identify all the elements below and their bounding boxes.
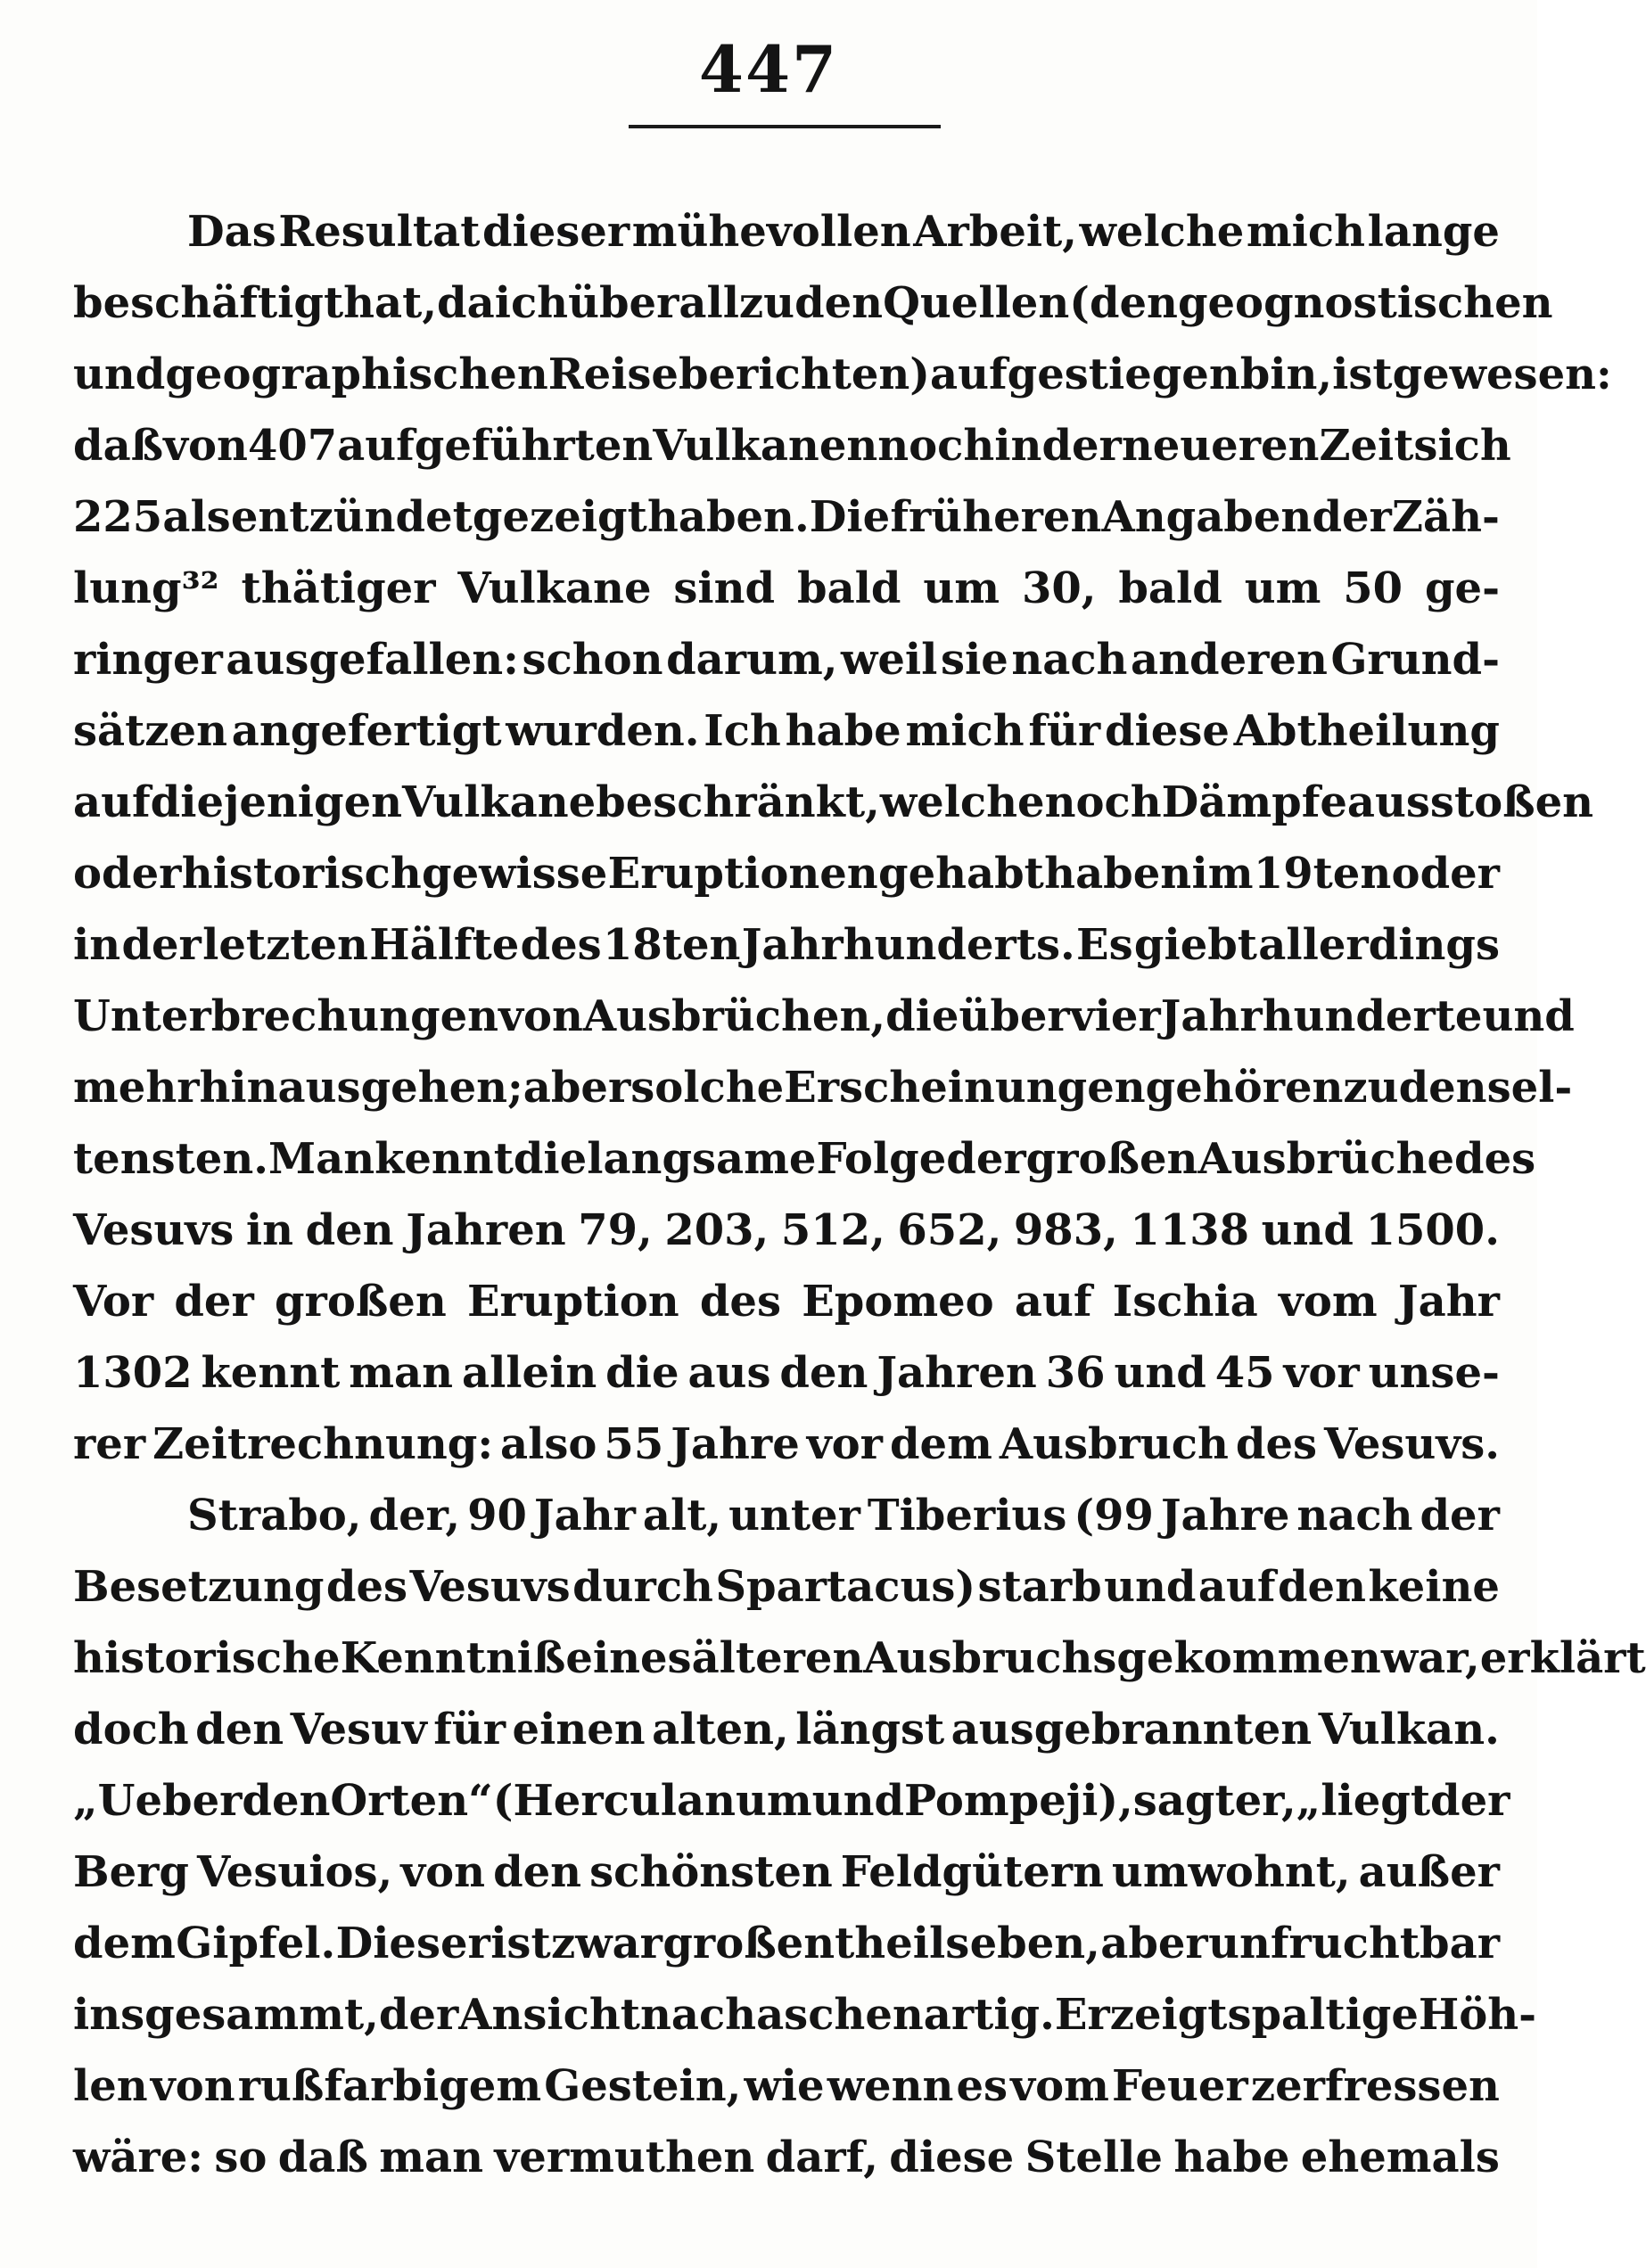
word: durch	[572, 1562, 713, 1612]
word: großen	[274, 1277, 447, 1327]
text-line	[73, 1694, 1500, 1765]
word: die	[605, 1348, 679, 1398]
word: ist	[490, 1919, 551, 1968]
word: 79,	[578, 1205, 653, 1255]
word: lange	[1367, 207, 1500, 257]
word: erklärt	[1479, 1633, 1646, 1683]
word: der	[946, 1134, 1026, 1184]
word: (den	[1069, 278, 1178, 328]
word: haben.	[646, 492, 810, 542]
word: geognostischen	[1177, 278, 1553, 328]
word: so	[214, 2132, 267, 2182]
word: ist	[1332, 349, 1393, 399]
word: überall	[568, 278, 739, 328]
word: Pompeji),	[904, 1776, 1133, 1826]
word: darum,	[666, 635, 838, 685]
word: 225	[73, 492, 163, 542]
word: im	[1191, 849, 1254, 899]
word: über	[959, 991, 1070, 1041]
word: kennt	[201, 1348, 341, 1398]
word: 30,	[1021, 563, 1097, 613]
word: mich	[905, 706, 1025, 756]
word: Hälfte	[369, 920, 520, 970]
text-line	[73, 695, 1500, 767]
word: beschäftigt	[73, 278, 344, 328]
word: allerdings	[1258, 920, 1500, 970]
word: zu	[738, 278, 795, 328]
text-line	[73, 267, 1553, 339]
text-line	[73, 1123, 1536, 1195]
word: nach	[1296, 1491, 1413, 1541]
word: Tiberius	[867, 1491, 1067, 1541]
word: darf,	[765, 2132, 878, 2182]
word: vom	[1010, 2061, 1109, 2111]
word: „liegt	[1296, 1776, 1431, 1826]
word: und	[1114, 1348, 1206, 1398]
word: den	[794, 278, 884, 328]
word: Eruption	[466, 1277, 679, 1327]
word: gewesen:	[1392, 349, 1612, 399]
word: der	[378, 1990, 459, 2040]
text-line	[73, 1480, 1500, 1551]
word: war,	[1380, 1633, 1480, 1683]
word: und	[811, 1776, 905, 1826]
word: gehabt	[878, 849, 1044, 899]
word: wenn	[827, 2061, 954, 2111]
word: die	[885, 991, 959, 1041]
word: von	[400, 1847, 486, 1897]
word: Ansicht	[458, 1990, 640, 2040]
word: es	[956, 2061, 1008, 2111]
word: zeigt	[1109, 1990, 1228, 2040]
word: Feldgütern	[840, 1847, 1104, 1897]
word: längst	[795, 1705, 945, 1754]
text-line	[73, 1266, 1500, 1337]
word: Abtheilung	[1233, 706, 1500, 756]
word: die	[513, 1134, 588, 1184]
word: schon	[522, 635, 663, 685]
word: 19ten	[1253, 849, 1392, 899]
word: Spartacus)	[715, 1562, 976, 1612]
word: gekommen	[1116, 1633, 1381, 1683]
word: zu	[1343, 1063, 1399, 1113]
word: unse-	[1368, 1348, 1500, 1398]
word: der	[1430, 1776, 1510, 1826]
text-line	[73, 2050, 1500, 2122]
text-line	[73, 553, 1500, 624]
word: Gestein,	[544, 2061, 742, 2111]
word: den	[779, 1348, 868, 1398]
word: der	[1420, 1491, 1500, 1541]
word: den	[305, 1205, 394, 1255]
word: Ausbruchs	[863, 1633, 1117, 1683]
word: Feuer	[1112, 2061, 1248, 2111]
word: den	[1277, 1562, 1366, 1612]
word: insgesammt,	[73, 1990, 379, 2040]
word: daß	[277, 2132, 368, 2182]
word: neueren	[1121, 421, 1320, 471]
word: der	[1041, 421, 1122, 471]
word: 18ten	[603, 920, 741, 970]
word: hinausgehen;	[199, 1063, 523, 1113]
word: um	[1244, 563, 1321, 613]
word: langsame	[587, 1134, 817, 1184]
word: unfruchtbar	[1208, 1919, 1500, 1968]
word: und	[73, 349, 166, 399]
word: habe	[785, 706, 901, 756]
word: Vulkane	[402, 777, 597, 827]
word: gezeigt	[472, 492, 647, 542]
word: gehören	[1145, 1063, 1344, 1113]
text-line	[73, 838, 1500, 909]
word: 36	[1045, 1348, 1106, 1398]
word: (99	[1074, 1491, 1154, 1541]
word: und	[1104, 1562, 1197, 1612]
word: dem	[889, 1419, 992, 1469]
word: Vulkanen	[653, 421, 878, 471]
word: Vesuv	[290, 1705, 427, 1754]
word: Vor	[73, 1277, 154, 1327]
word: Ausbrüche	[1197, 1134, 1455, 1184]
text-line	[73, 2122, 1500, 2193]
word: haben	[1044, 849, 1192, 899]
word: wäre:	[73, 2132, 203, 2182]
word: aber	[523, 1063, 631, 1113]
text-line	[73, 767, 1594, 838]
word: habe	[1173, 2132, 1290, 2182]
word: doch	[73, 1705, 189, 1754]
word: gewisse	[422, 849, 608, 899]
word: aus	[687, 1348, 771, 1398]
word: Zäh-	[1391, 492, 1500, 542]
word: geographischen	[165, 349, 548, 399]
word: ge-	[1424, 563, 1500, 613]
word: oder	[73, 849, 182, 899]
body-text	[73, 196, 1646, 2193]
text-line	[73, 981, 1575, 1052]
word: 652,	[897, 1205, 1002, 1255]
word: für	[433, 1705, 506, 1754]
word: von	[150, 2061, 235, 2111]
word: 512,	[780, 1205, 885, 1255]
word: diese	[889, 2132, 1015, 2182]
word: giebt	[1133, 920, 1257, 970]
word: dieser	[481, 207, 630, 257]
word: Strabo,	[187, 1491, 362, 1541]
word: Dämpfe	[1161, 777, 1347, 827]
word: entzündet	[230, 492, 473, 542]
word: angefertigt	[231, 706, 502, 756]
word: zerfressen	[1250, 2061, 1500, 2111]
word: rer	[73, 1419, 146, 1469]
word: den	[242, 1776, 331, 1826]
word: Besetzung	[73, 1562, 325, 1612]
word: Man	[267, 1134, 375, 1184]
text-line	[73, 1908, 1500, 1979]
word: und	[1482, 991, 1575, 1041]
word: den	[195, 1705, 284, 1754]
text-line	[73, 1837, 1500, 1908]
word: in	[73, 920, 121, 970]
word: vermuthen	[494, 2132, 755, 2182]
word: 203,	[664, 1205, 770, 1255]
text-line	[73, 1195, 1500, 1266]
word: älteren	[691, 1633, 864, 1683]
word: des	[1235, 1419, 1318, 1469]
word: Unterbrechungen	[73, 991, 499, 1041]
word: aschenartig.	[756, 1990, 1055, 2040]
word: umwohnt,	[1111, 1847, 1351, 1897]
word: Jahren	[876, 1348, 1037, 1398]
word: historisch	[181, 849, 422, 899]
word: Dieser	[335, 1919, 490, 1968]
word: lung³²	[73, 563, 219, 613]
word: ringer	[73, 635, 223, 685]
word: sel-	[1486, 1063, 1573, 1113]
word: diejenigen	[150, 777, 403, 827]
word: sind	[673, 563, 776, 613]
word: um	[923, 563, 1000, 613]
word: und	[1261, 1205, 1354, 1255]
word: Vesuios,	[196, 1847, 393, 1897]
word: solche	[630, 1063, 785, 1113]
word: Ausbrüchen,	[582, 991, 886, 1041]
text-line	[73, 481, 1500, 553]
word: welche	[1079, 207, 1245, 257]
word: ich	[494, 278, 569, 328]
word: Jahre	[1160, 1491, 1290, 1541]
word: 1138	[1130, 1205, 1250, 1255]
text-line	[73, 1337, 1500, 1409]
word: oder	[1391, 849, 1500, 899]
word: 90	[467, 1491, 527, 1541]
text-line	[73, 196, 1500, 267]
word: Kenntniß	[340, 1633, 566, 1683]
word: also	[500, 1419, 597, 1469]
word: tensten.	[73, 1134, 268, 1184]
word: großentheils	[663, 1919, 970, 1968]
word: rußfarbigem	[237, 2061, 542, 2111]
word: Jahrhunderts.	[741, 920, 1075, 970]
word: schönsten	[589, 1847, 833, 1897]
word: anderen	[1131, 635, 1328, 685]
word: (Herculanum	[492, 1776, 812, 1826]
word: Angaben	[1101, 492, 1313, 542]
word: der	[1312, 492, 1392, 542]
word: letzten	[202, 920, 368, 970]
word: vom	[1278, 1277, 1378, 1327]
word: sätzen	[73, 706, 227, 756]
word: nach	[639, 1990, 757, 2040]
word: keine	[1368, 1562, 1500, 1612]
word: Zeitrechnung:	[152, 1419, 494, 1469]
word: man	[379, 2132, 484, 2182]
text-line	[73, 909, 1500, 981]
text-line	[73, 1409, 1500, 1480]
word: alt,	[642, 1491, 722, 1541]
word: früheren	[890, 492, 1102, 542]
text-line	[73, 339, 1612, 410]
word: Grund-	[1330, 635, 1500, 685]
word: Resultat	[278, 207, 481, 257]
word: Vesuvs.	[1324, 1419, 1500, 1469]
word: Folge	[816, 1134, 947, 1184]
word: Orten“	[330, 1776, 493, 1826]
word: man	[349, 1348, 454, 1398]
word: Jahrhunderte	[1160, 991, 1483, 1041]
word: 55	[604, 1419, 664, 1469]
word: den	[493, 1847, 582, 1897]
word: den	[1398, 1063, 1487, 1113]
word: der	[174, 1277, 254, 1327]
word: Jahre	[671, 1419, 800, 1469]
text-line	[73, 624, 1500, 695]
word: starb	[977, 1562, 1102, 1612]
word: vor	[806, 1419, 883, 1469]
word: aufgeführten	[337, 421, 654, 471]
word: spaltige	[1227, 1990, 1419, 2040]
word: großen	[1025, 1134, 1198, 1184]
word: Jahr	[1397, 1277, 1500, 1327]
word: 50	[1343, 563, 1403, 613]
word: Stelle	[1025, 2132, 1163, 2182]
word: in	[245, 1205, 293, 1255]
word: sie	[940, 635, 1008, 685]
text-line	[73, 1623, 1646, 1694]
word: Vulkan.	[1318, 1705, 1500, 1754]
word: er,	[1234, 1776, 1296, 1826]
word: eben,	[969, 1919, 1100, 1968]
word: bald	[1118, 563, 1222, 613]
word: Jahren	[406, 1205, 566, 1255]
word: von	[163, 421, 248, 471]
word: 45	[1214, 1348, 1275, 1398]
page-number: 447	[698, 31, 839, 107]
word: welche	[879, 777, 1045, 827]
word: ehemals	[1300, 2132, 1500, 2182]
word: wurden.	[506, 706, 700, 756]
word: Reiseberichten)	[547, 349, 931, 399]
word: des	[325, 1562, 408, 1612]
word: vor	[1283, 1348, 1360, 1398]
word: mehr	[73, 1063, 200, 1113]
word: Er	[1054, 1990, 1110, 2040]
word: von	[498, 991, 583, 1041]
word: 1500.	[1365, 1205, 1500, 1255]
word: dem	[73, 1919, 176, 1968]
word: eines	[565, 1633, 692, 1683]
word: einen	[512, 1705, 646, 1754]
word: Ischia	[1112, 1277, 1258, 1327]
text-line	[73, 1052, 1573, 1123]
header-rule	[629, 125, 941, 128]
word: in	[994, 421, 1042, 471]
word: aber	[1100, 1919, 1208, 1968]
word: Die	[809, 492, 891, 542]
word: sagt	[1132, 1776, 1235, 1826]
word: historische	[73, 1633, 341, 1683]
text-line	[73, 410, 1511, 481]
word: ausgebrannten	[951, 1705, 1313, 1754]
word: thätiger	[241, 563, 436, 613]
word: außer	[1358, 1847, 1500, 1897]
word: beschränkt,	[596, 777, 880, 827]
word: als	[162, 492, 231, 542]
word: Berg	[73, 1847, 189, 1897]
word: des	[699, 1277, 781, 1327]
word: weil	[841, 635, 938, 685]
word: des	[520, 920, 602, 970]
word: 983,	[1013, 1205, 1118, 1255]
text-line	[73, 1979, 1537, 2050]
word: Gipfel.	[176, 1919, 336, 1968]
word: Vesuvs	[409, 1562, 571, 1612]
word: Es	[1076, 920, 1133, 970]
word: Zeit	[1319, 421, 1414, 471]
word: vier	[1069, 991, 1161, 1041]
word: nach	[1011, 635, 1128, 685]
word: mühevollen	[631, 207, 911, 257]
word: Vulkane	[457, 563, 652, 613]
text-line	[73, 1765, 1510, 1837]
word: daß	[73, 421, 164, 471]
word: bin,	[1239, 349, 1333, 399]
word: len	[73, 2061, 148, 2111]
word: „Ueber	[73, 1776, 243, 1826]
word: auf	[73, 777, 151, 827]
word: Epomeo	[802, 1277, 994, 1327]
word: alten,	[652, 1705, 789, 1754]
word: 1302	[73, 1348, 193, 1398]
word: da	[437, 278, 495, 328]
word: diese	[1104, 706, 1230, 756]
word: Das	[187, 207, 276, 257]
word: ausgefallen:	[226, 635, 519, 685]
word: aufgestiegen	[930, 349, 1240, 399]
word: Erscheinungen	[784, 1063, 1146, 1113]
word: auf	[1197, 1562, 1276, 1612]
word: noch	[1044, 777, 1162, 827]
word: der	[121, 920, 202, 970]
text-line	[73, 1551, 1500, 1623]
word: der,	[368, 1491, 461, 1541]
word: Ich	[704, 706, 781, 756]
word: zwar	[551, 1919, 663, 1968]
word: Quellen	[883, 278, 1070, 328]
word: allein	[461, 1348, 597, 1398]
word: für	[1028, 706, 1101, 756]
word: Jahr	[533, 1491, 636, 1541]
word: des	[1454, 1134, 1536, 1184]
word: bald	[797, 563, 901, 613]
word: unter	[728, 1491, 860, 1541]
word: sich	[1413, 421, 1511, 471]
word: auf	[1014, 1277, 1092, 1327]
word: ausstoßen	[1346, 777, 1594, 827]
word: mich	[1246, 207, 1366, 257]
word: Arbeit,	[913, 207, 1077, 257]
word: hat,	[343, 278, 438, 328]
word: Ausbruch	[999, 1419, 1229, 1469]
word: kennt	[374, 1134, 514, 1184]
word: Vesuvs	[73, 1205, 235, 1255]
word: Höh-	[1418, 1990, 1537, 2040]
word: Eruptionen	[607, 849, 878, 899]
word: noch	[877, 421, 995, 471]
word: 407	[247, 421, 338, 471]
word: wie	[744, 2061, 825, 2111]
